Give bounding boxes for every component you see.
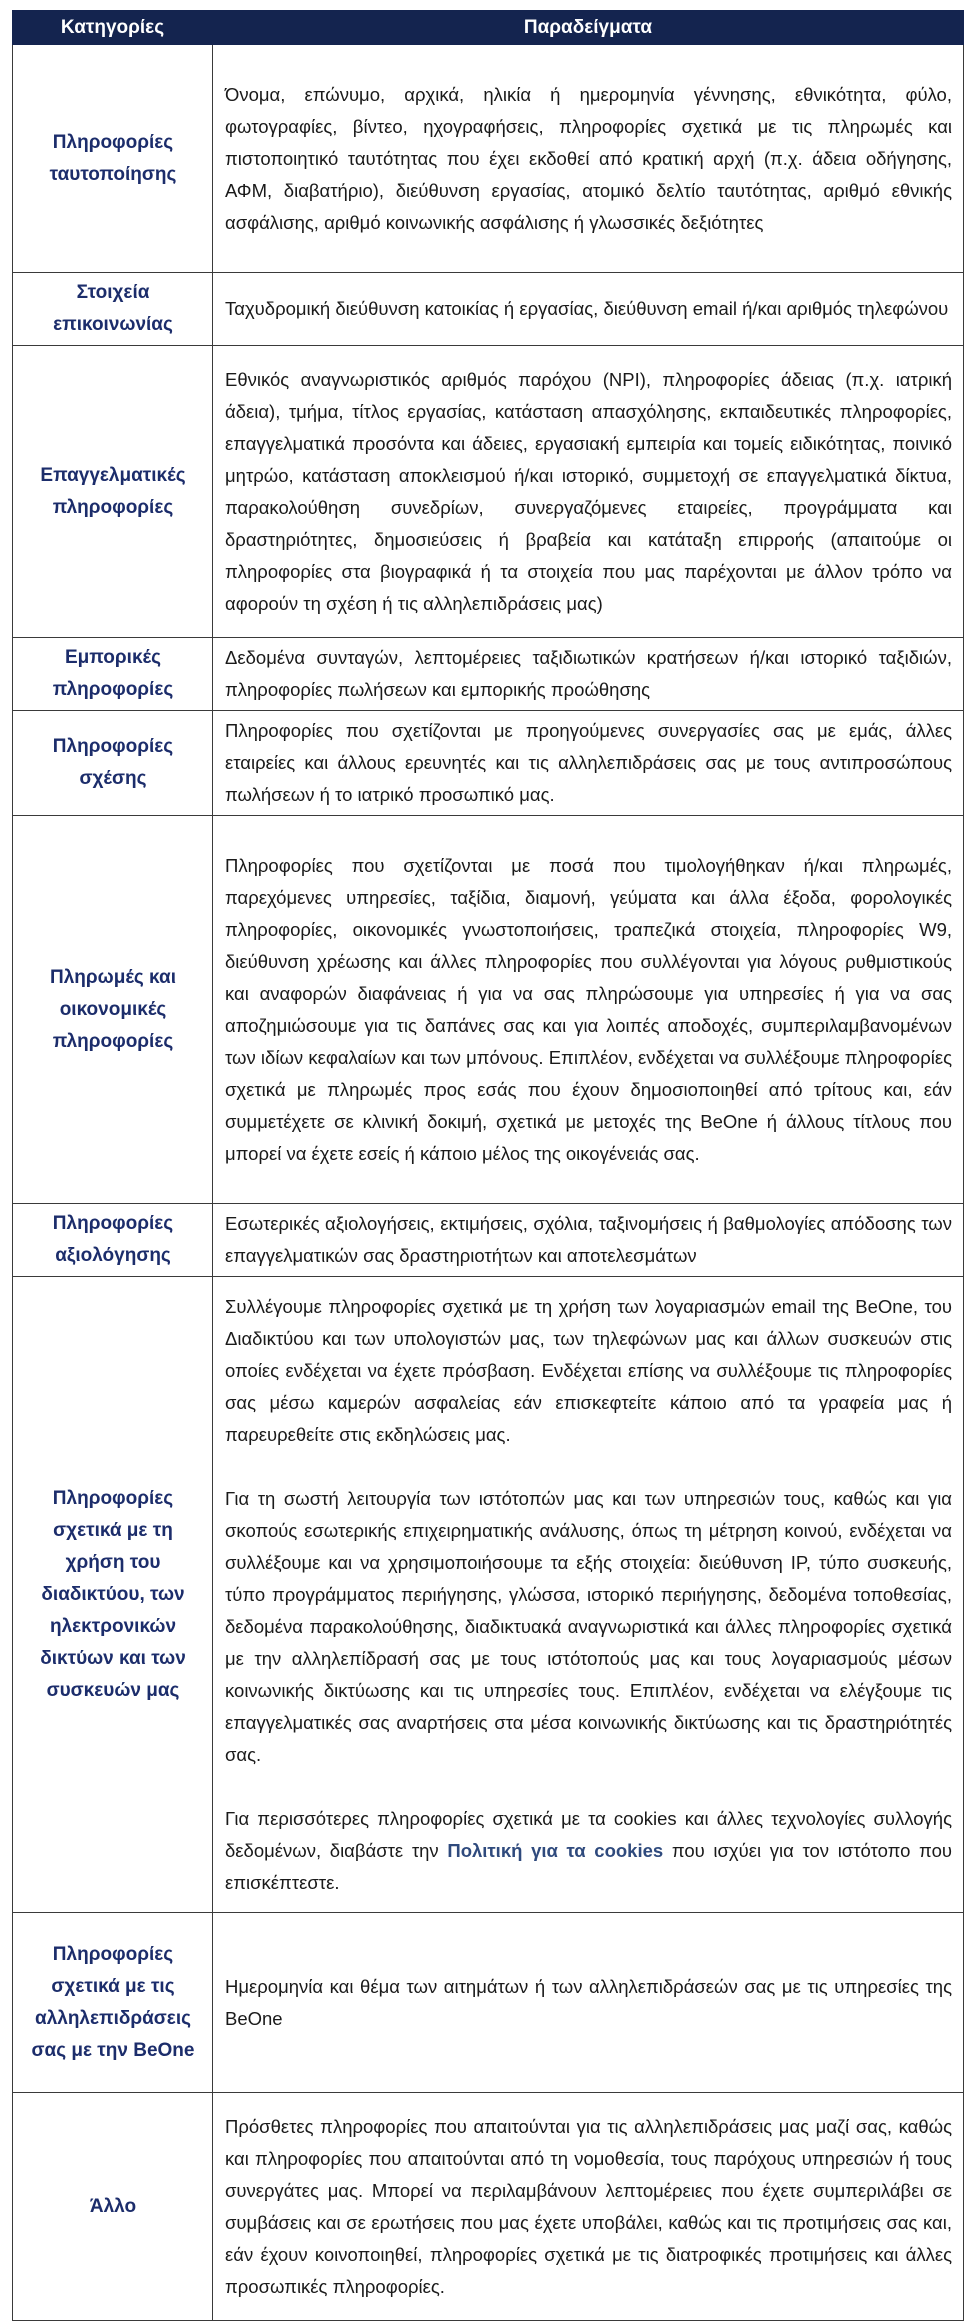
paragraph: Για τη σωστή λειτουργία των ιστότοπών μας και των υπηρεσιών τους, καθώς και για σκοπούς εσωτερικής επιχειρηματικής ανάλυσης, όπως τη μέτρηση κοινού, ενδέχεται να συλλέξουμε και να χρησιμοποιήσουμε τα εξής στοιχεία: διεύθυνση IP, τύπο συσκευής, τύπο προγράμματος περιήγησης, γλώσσα, ιστορικό περιήγησης, δεδομένα τοποθεσίας, δεδομένα παρακολούθησης, διαδικτυακά αναγνωριστικά και άλλες πληροφορίες σχετικά με την αλληλεπίδρασή σας με τους ιστότοπούς μας και τους λογαριασμούς μέσων κοινωνικής δικτύωσης και τις υπηρεσίες τους. Επιπλέον, ενδέχεται να ελέγξουμε τις επαγγελματικές σας αναρτήσεις στα μέσα κοινωνικής δικτύωσης και τις δραστηριότητές σας. [225, 1487, 952, 1765]
table-row [13, 711, 964, 816]
header-categories: Κατηγορίες [13, 11, 213, 45]
paragraph: Συλλέγουμε πληροφορίες σχετικά με τη χρήση των λογαριασμών email της BeOne, του Διαδικτύου και των υπολογιστών μας, των τηλεφώνων μας και άλλων συσκευών στις οποίες ενδέχεται να έχετε πρόσβαση. Ενδέχεται επίσης να συλλέξουμε τις πληροφορίες σας μέσω καμερών ασφαλείας εάν επισκεφτείτε κάποιο από τα γραφεία μας ή παρευρεθείτε στις εκδηλώσεις μας. [225, 1295, 952, 1445]
paragraph [225, 1803, 952, 1899]
examples-cell: Ημερομηνία και θέμα των αιτημάτων ή των αλληλεπιδράσεών σας με τις υπηρεσίες της BeOne [213, 1913, 964, 2093]
category-cell: Πληροφορίες σχετικά με τη χρήση του διαδικτύου, των ηλεκτρονικών δικτύων και των συσκευών μας [13, 1277, 213, 1913]
table-row [13, 638, 964, 711]
examples-cell [213, 1277, 964, 1913]
table-row [13, 1277, 964, 1913]
examples-cell: Πληροφορίες που σχετίζονται με ποσά που τιμολογήθηκαν ή/και πληρωμές, παρεχόμενες υπηρεσίες, ταξίδια, διαμονή, γεύματα και άλλα έξοδα, φορολογικές πληροφορίες, οικονομικές γνωστοποιήσεις, τραπεζικά στοιχεία, πληροφορίες W9, διεύθυνση χρέωσης και άλλες πληροφορίες που συλλέγονται για λόγους ρυθμιστικούς και αναφορών διαφάνειας ή για να σας πληρώσουμε για υπηρεσίες ή για να σας αποζημιώσουμε για τις δαπάνες σας και για λοιπές αποδοχές, συμπεριλαμβανομένων των ιδίων κεφαλαίων και των μπόνους. Επιπλέον, ενδέχεται να συλλέξουμε πληροφορίες σχετικά με πληρωμές προς εσάς που έχουν δημοσιοποιηθεί από τρίτους και, εάν συμμετέχετε σε κλινική δοκιμή, σχετικά με μετοχές της BeOne ή άλλους τίτλους που μπορεί να έχετε εσείς ή κάποιο μέλος της οικογένειάς σας. [213, 816, 964, 1204]
header-examples: Παραδείγματα [213, 11, 964, 45]
examples-cell: Ταχυδρομική διεύθυνση κατοικίας ή εργασίας, διεύθυνση email ή/και αριθμός τηλεφώνου [213, 273, 964, 346]
category-cell: Πληροφορίες σχετικά με τις αλληλεπιδράσεις σας με την BeOne [13, 1913, 213, 2093]
table-row [13, 346, 964, 638]
cookie-policy-link[interactable]: Πολιτική για τα cookies [447, 1839, 664, 1861]
examples-cell: Πληροφορίες που σχετίζονται με προηγούμενες συνεργασίες σας με εμάς, άλλες εταιρείες και άλλους ερευνητές και τις αλληλεπιδράσεις σας με τους αντιπροσώπους πωλήσεων ή το ιατρικό προσωπικό μας. [213, 711, 964, 816]
category-cell: Στοιχεία επικοινωνίας [13, 273, 213, 346]
data-categories-table [12, 10, 964, 2321]
category-cell: Πληρωμές και οικονομικές πληροφορίες [13, 816, 213, 1204]
category-cell: Άλλο [13, 2093, 213, 2321]
examples-cell: Πρόσθετες πληροφορίες που απαιτούνται για τις αλληλεπιδράσεις μας μαζί σας, καθώς και πληροφορίες που απαιτούνται από τη νομοθεσία, τους παρόχους υπηρεσιών ή τους συνεργάτες μας. Μπορεί να περιλαμβάνουν λεπτομέρειες που έχετε συμπεριλάβει σε συμβάσεις και σε ερωτήσεις που μας έχετε υποβάλει, καθώς και τις προτιμήσεις σας και, εάν έχουν κοινοποιηθεί, πληροφορίες σχετικά με τις διατροφικές προτιμήσεις και άλλες προσωπικές πληροφορίες. [213, 2093, 964, 2321]
category-cell: Πληροφορίες σχέσης [13, 711, 213, 816]
table-row [13, 1913, 964, 2093]
examples-cell: Εθνικός αναγνωριστικός αριθμός παρόχου (NPI), πληροφορίες άδειας (π.χ. ιατρική άδεια), τμήμα, τίτλος εργασίας, κατάσταση απασχόλησης, εκπαιδευτικές πληροφορίες, επαγγελματικά προσόντα και άδειες, εργασιακή εμπειρία και τομείς ειδικότητας, ποινικό μητρώο, κατάσταση αποκλεισμού ή/και ιστορικό, συμμετοχή σε επαγγελματικά δίκτυα, παρακολούθηση συνεδρίων, συνεργαζόμενες εταιρείες, προγράμματα και δραστηριότητες, δημοσιεύσεις ή βραβεία και κατάταξη επιρροής (απαιτούμε οι πληροφορίες στα βιογραφικά ή τα στοιχεία που μας παρέχονται με άλλον τρόπο να αφορούν τη σχέση ή τις αλληλεπιδράσεις μας) [213, 346, 964, 638]
category-cell: Επαγγελματικές πληροφορίες [13, 346, 213, 638]
paragraph-text: που ισχύει για τον ιστότοπο που επισκέπτεστε. [225, 1839, 952, 1893]
table-header-row [13, 11, 964, 45]
category-cell: Πληροφορίες αξιολόγησης [13, 1204, 213, 1277]
table-row [13, 816, 964, 1204]
table-row [13, 273, 964, 346]
table-row [13, 1204, 964, 1277]
examples-cell: Εσωτερικές αξιολογήσεις, εκτιμήσεις, σχόλια, ταξινομήσεις ή βαθμολογίες απόδοσης των επαγγελματικών σας δραστηριοτήτων και αποτελεσμάτων [213, 1204, 964, 1277]
category-cell: Πληροφορίες ταυτοποίησης [13, 45, 213, 273]
category-cell: Εμπορικές πληροφορίες [13, 638, 213, 711]
paragraph-text: Για περισσότερες πληροφορίες σχετικά με τα cookies και άλλες τεχνολογίες συλλογής δεδομένων, διαβάστε την [225, 1807, 952, 1861]
examples-cell: Δεδομένα συνταγών, λεπτομέρειες ταξιδιωτικών κρατήσεων ή/και ιστορικό ταξιδιών, πληροφορίες πωλήσεων και εμπορικής προώθησης [213, 638, 964, 711]
examples-cell: Όνομα, επώνυμο, αρχικά, ηλικία ή ημερομηνία γέννησης, εθνικότητα, φύλο, φωτογραφίες, βίντεο, ηχογραφήσεις, πληροφορίες σχετικά με τις πληρωμές και πιστοποιητικό ταυτότητας που έχει εκδοθεί από κρατική αρχή (π.χ. άδεια οδήγησης, ΑΦΜ, διαβατήριο), διεύθυνση εργασίας, ατομικό δελτίο ταυτότητας, αριθμό εθνικής ασφάλισης, αριθμό κοινωνικής ασφάλισης ή γλωσσικές δεξιότητες [213, 45, 964, 273]
table-row [13, 45, 964, 273]
table-row [13, 2093, 964, 2321]
